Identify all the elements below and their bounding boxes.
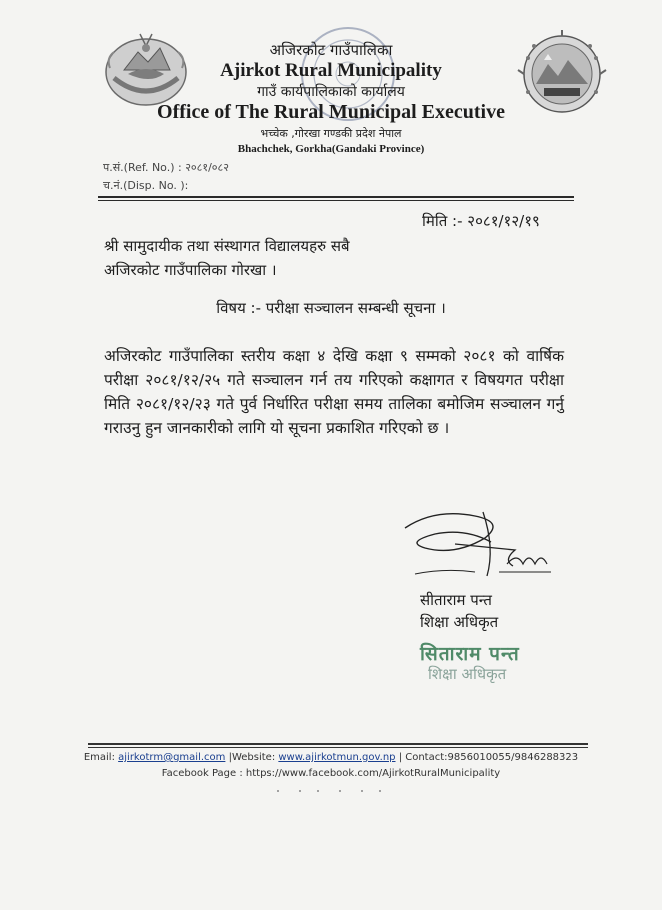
- header-divider: [98, 196, 574, 198]
- website-label: |Website:: [225, 752, 279, 763]
- facebook-page: Facebook Page : https://www.facebook.com/AjirkotRuralMunicipality: [161, 768, 501, 779]
- website-link[interactable]: www.ajirkotmun.gov.np: [278, 752, 396, 763]
- title-stamp: शिक्षा अधिकृत: [428, 665, 507, 683]
- header-office-english: Office of The Rural Municipal Executive: [157, 101, 505, 123]
- footer-divider-thin: [88, 747, 588, 748]
- name-stamp: सिताराम पन्त: [420, 643, 520, 665]
- header-address-nepali: भच्चेक ,गोरखा गण्डकी प्रदेश नेपाल: [260, 127, 402, 140]
- dispatch-number: च.नं.(Disp. No. ):: [103, 179, 189, 192]
- bleed-through-marks: [270, 788, 390, 794]
- reference-number: प.सं.(Ref. No.) : २०८१/०८२: [103, 161, 229, 174]
- header-divider-thin: [98, 200, 574, 201]
- recipient-line-2: अजिरकोट गाउँपालिका गोरखा ।: [104, 261, 277, 279]
- signatory-name: सीताराम पन्त: [420, 591, 492, 609]
- letter-date: मिति :- २०८१/१२/१९: [422, 212, 540, 230]
- handwritten-signature: [395, 498, 555, 588]
- header-municipality-nepali: अजिरकोट गाउँपालिका: [269, 41, 393, 59]
- header-office-nepali: गाउँ कार्यपालिकाको कार्यालय: [257, 84, 405, 100]
- letter-subject: विषय :- परीक्षा सञ्चालन सम्बन्धी सूचना ।: [216, 299, 446, 317]
- header-address-english: Bhachchek, Gorkha(Gandaki Province): [237, 143, 425, 155]
- recipient-line-1: श्री सामुदायीक तथा संस्थागत विद्यालयहरु सबै: [104, 237, 350, 255]
- contact-numbers: | Contact:9856010055/9846288323: [395, 752, 579, 763]
- footer-contact: [0, 752, 662, 763]
- signatory-title: शिक्षा अधिकृत: [420, 613, 499, 631]
- email-link[interactable]: ajirkotrm@gmail.com: [118, 752, 226, 763]
- header-municipality-english: Ajirkot Rural Municipality: [220, 60, 442, 81]
- email-label: Email:: [83, 752, 119, 763]
- letter-body: अजिरकोट गाउँपालिका स्तरीय कक्षा ४ देखि कक्षा ९ सम्मको २०८१ को वार्षिक परीक्षा २०८१/१२/२५ गते सञ्चालन गर्न तय गरिएको कक्षागत र विषयगत परीक्षा मिति २०८१/१२/२३ गते पुर्व निर्धारित परीक्षा समय तालिका बमोजिम सञ्चालन गर्नु गराउनु हुन जानकारीको लागि यो सूचना प्रकाशित गरिएको छ ।: [104, 347, 565, 437]
- footer-divider: [88, 743, 588, 745]
